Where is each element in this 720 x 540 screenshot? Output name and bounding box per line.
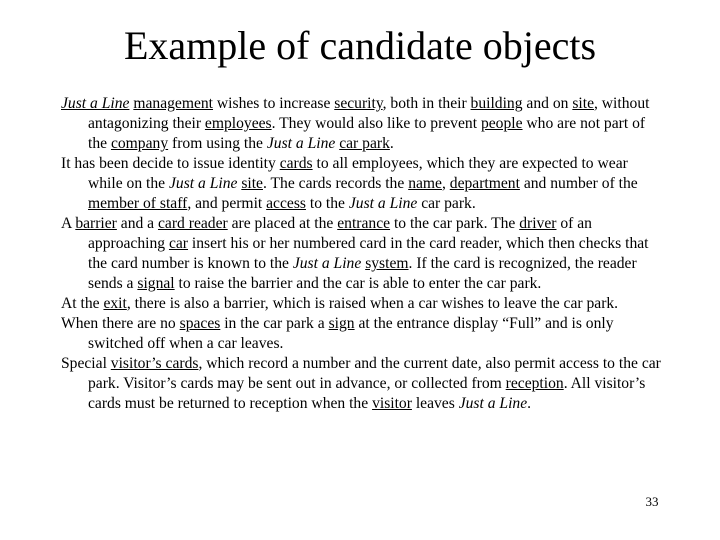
text-run: to all employees, which they are expected to wear while on the [88,155,628,192]
candidate-object-term: signal [137,275,175,292]
text-run: at the entrance display “Full” and is only switched off when a car leaves. [88,315,614,352]
text-run: . [527,395,532,412]
text-run: It has been decide to issue identity [61,155,280,172]
text-run: car park. [417,195,476,212]
text-run: . All visitor’s cards must be returned to reception when the [88,375,646,412]
paragraph [61,354,661,414]
candidate-object-term: exit [103,295,127,312]
text-run: . They would also like to prevent [271,115,481,132]
text-run: leaves [411,395,459,412]
text-run: who are not part of the [88,115,646,152]
candidate-object-term: card reader [158,215,228,232]
text-run: . [389,135,394,152]
candidate-object-term: site [572,95,594,112]
candidate-object-term: visitor’s cards [110,355,199,372]
candidate-object-term: barrier [75,215,117,232]
text-run: and a [116,215,159,232]
candidate-object-term: spaces [179,315,221,332]
text-run: , and permit [187,195,267,212]
candidate-object-term: site [241,175,263,192]
candidate-object-term: management [133,95,214,112]
candidate-object-term: sign [328,315,355,332]
candidate-object-term: driver [519,215,557,232]
text-run: to the car park. The [390,215,520,232]
text-run: , without antagonizing their [88,95,650,132]
text-run: to the [305,195,349,212]
text-run: At the [61,295,104,312]
text-run: and on [522,95,573,112]
text-run: , there is also a barrier, which is raised when a car wishes to leave the car park. [126,295,619,312]
paragraph [61,154,661,214]
text-run: are placed at the [227,215,338,232]
candidate-object-term: entrance [337,215,391,232]
candidate-object-term: company [110,135,169,152]
candidate-object-term: security [334,95,383,112]
paragraph [61,314,661,354]
company-name: Just a Line [266,135,336,152]
paragraph [61,94,661,154]
text-run: A [61,215,76,232]
candidate-object-term: Just a Line [61,95,130,112]
text-run: , both in their [382,95,471,112]
candidate-object-term: system [365,255,409,272]
slide-body [61,94,661,414]
candidate-object-term: reception [505,375,564,392]
company-name: Just a Line [292,255,362,272]
text-run: wishes to increase [213,95,335,112]
paragraph [61,214,661,294]
candidate-object-term: name [408,175,442,192]
candidate-object-term: people [480,115,523,132]
text-run: to raise the barrier and the car is able to enter the car park. [174,275,542,292]
text-run: . The cards records the [262,175,409,192]
paragraph [61,294,661,314]
text-run: of an approaching [88,215,592,252]
candidate-object-term: department [449,175,520,192]
company-name: Just a Line [348,195,418,212]
candidate-object-term: visitor [372,395,412,412]
candidate-object-term: car [168,235,189,252]
text-run: , [441,175,450,192]
text-run: . If the card is recognized, the reader sends a [88,255,637,292]
candidate-object-term: employees [204,115,272,132]
text-run: from using the [168,135,267,152]
candidate-object-term: access [266,195,306,212]
company-name: Just a Line [168,175,238,192]
text-run: insert his or her numbered card in the card reader, which then checks that the card number is known to the [88,235,649,272]
candidate-object-term: car park [339,135,390,152]
company-name: Just a Line [458,395,528,412]
candidate-object-term: building [470,95,523,112]
text-run: , which record a number and the current date, also permit access to the car park. Visitor’s cards may be sent out in advance, or collected from [88,355,661,392]
text-run: Special [61,355,111,372]
page-number: 33 [645,494,659,509]
text-run: When there are no [61,315,180,332]
slide-title: Example of candidate objects [123,23,597,68]
text-run: in the car park a [220,315,329,332]
text-run: and number of the [519,175,638,192]
candidate-object-term: member of staff [88,195,188,212]
candidate-object-term: cards [279,155,313,172]
